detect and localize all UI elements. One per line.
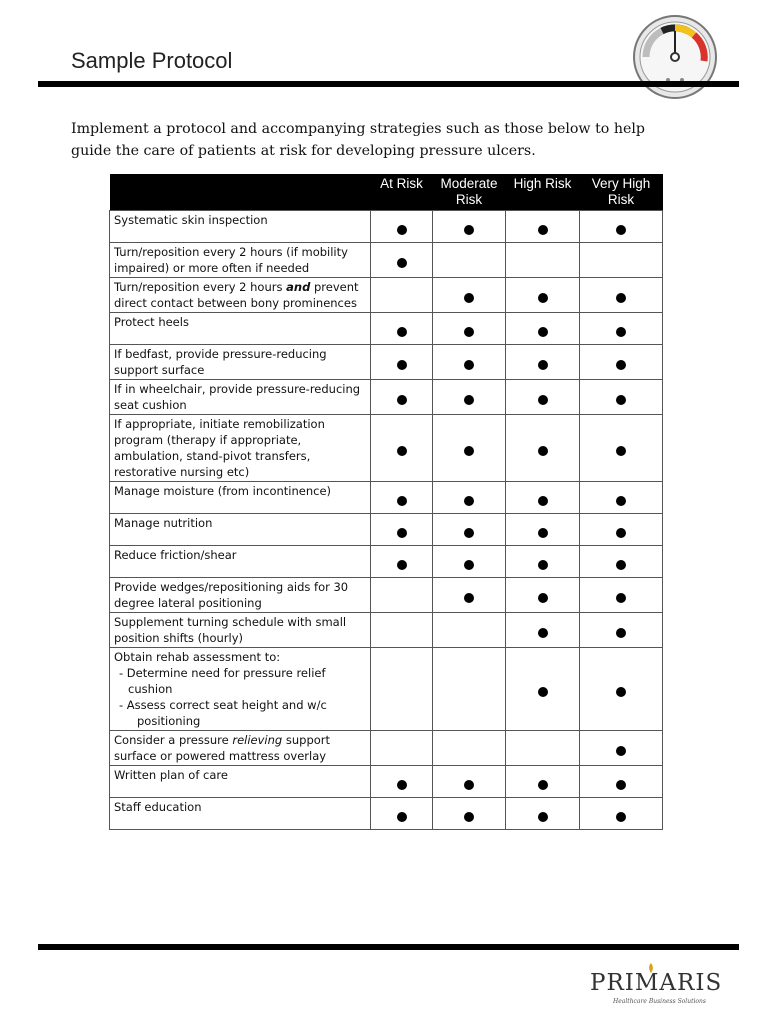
strategy-cell [110,546,371,578]
strategy-cell [110,798,371,830]
risk-mark-cell [506,380,580,415]
bullet-dot-icon [397,225,407,235]
bullet-dot-icon [616,593,626,603]
strategy-emphasis: and [286,280,311,294]
risk-mark-cell [506,243,580,278]
table-row [110,798,663,830]
risk-mark-cell [433,415,506,482]
risk-mark-cell [506,415,580,482]
risk-mark-cell [506,278,580,313]
bullet-dot-icon [464,593,474,603]
table-row [110,546,663,578]
protocol-table [109,174,663,830]
risk-mark-cell [371,766,433,798]
bullet-dot-icon [464,225,474,235]
strategy-text: Obtain rehab assessment to: [114,650,281,664]
bullet-dot-icon [616,560,626,570]
strategy-text: support surface or powered mattress overlay [114,733,331,763]
table-row [110,415,663,482]
bullet-dot-icon [464,360,474,370]
strategy-subitem: positioning [137,714,201,728]
table-row [110,766,663,798]
bullet-dot-icon [464,528,474,538]
risk-mark-cell [506,731,580,766]
risk-mark-cell [371,613,433,648]
bullet-dot-icon [397,528,407,538]
risk-mark-cell [433,380,506,415]
bullet-dot-icon [616,327,626,337]
risk-mark-cell [371,415,433,482]
header-at-risk: At Risk [371,174,433,211]
bullet-dot-icon [397,496,407,506]
bullet-dot-icon [616,225,626,235]
risk-mark-cell [506,546,580,578]
risk-mark-cell [580,514,663,546]
bullet-dot-icon [538,528,548,538]
risk-mark-cell [580,546,663,578]
bullet-dot-icon [397,327,407,337]
bullet-dot-icon [538,446,548,456]
strategy-text: Written plan of care [114,768,228,782]
risk-mark-cell [371,313,433,345]
bullet-dot-icon [538,687,548,697]
bullet-dot-icon [397,812,407,822]
bullet-dot-icon [616,446,626,456]
strategy-text: Turn/reposition every 2 hours [114,280,287,294]
table-row [110,514,663,546]
risk-mark-cell [580,211,663,243]
bullet-dot-icon [464,812,474,822]
risk-mark-cell [506,648,580,731]
bullet-dot-icon [616,395,626,405]
risk-mark-cell [433,546,506,578]
bullet-dot-icon [397,446,407,456]
logo-tagline: Healthcare Business Solutions [613,998,706,1005]
table-header-row [110,174,663,211]
strategy-text: Manage nutrition [114,516,213,530]
gauge-icon [632,14,718,100]
risk-mark-cell [433,798,506,830]
bullet-dot-icon [464,293,474,303]
table-row [110,648,663,731]
bullet-dot-icon [616,780,626,790]
bullet-dot-icon [616,687,626,697]
risk-mark-cell [433,613,506,648]
strategy-subitem: - Assess correct seat height and w/c [119,698,327,712]
strategy-cell [110,243,371,278]
strategy-text: Staff education [114,800,202,814]
risk-mark-cell [580,313,663,345]
header-moderate-risk: Moderate Risk [433,174,506,211]
risk-mark-cell [371,380,433,415]
bullet-dot-icon [616,293,626,303]
bullet-dot-icon [538,780,548,790]
risk-mark-cell [506,211,580,243]
risk-mark-cell [371,243,433,278]
risk-mark-cell [580,613,663,648]
strategy-text: prevent direct contact between bony prominences [114,280,359,310]
header-strategy [110,174,371,211]
strategy-emphasis: relieving [232,733,283,747]
bullet-dot-icon [538,360,548,370]
bullet-dot-icon [538,628,548,638]
risk-mark-cell [433,514,506,546]
header-very-high-risk: Very High Risk [580,174,663,211]
risk-mark-cell [506,766,580,798]
logo-name: PRIMARIS [590,970,723,996]
bullet-dot-icon [397,780,407,790]
bullet-dot-icon [538,293,548,303]
bullet-dot-icon [464,395,474,405]
risk-mark-cell [371,578,433,613]
strategy-text: Protect heels [114,315,189,329]
table-row [110,278,663,313]
table-row [110,731,663,766]
bullet-dot-icon [616,628,626,638]
bullet-dot-icon [397,395,407,405]
strategy-cell [110,380,371,415]
table-row [110,482,663,514]
risk-mark-cell [506,482,580,514]
strategy-cell [110,613,371,648]
risk-mark-cell [371,345,433,380]
risk-mark-cell [433,211,506,243]
risk-mark-cell [433,278,506,313]
table-row [110,613,663,648]
bullet-dot-icon [397,258,407,268]
strategy-cell [110,415,371,482]
strategy-cell [110,278,371,313]
risk-mark-cell [580,278,663,313]
bullet-dot-icon [397,560,407,570]
risk-mark-cell [433,766,506,798]
risk-mark-cell [580,345,663,380]
risk-mark-cell [371,514,433,546]
risk-mark-cell [580,731,663,766]
risk-mark-cell [433,648,506,731]
risk-mark-cell [580,243,663,278]
header-high-risk: High Risk [506,174,580,211]
risk-mark-cell [371,482,433,514]
bullet-dot-icon [616,496,626,506]
strategy-cell [110,482,371,514]
risk-mark-cell [433,578,506,613]
bullet-dot-icon [538,593,548,603]
risk-mark-cell [433,243,506,278]
risk-mark-cell [433,313,506,345]
risk-mark-cell [580,482,663,514]
bottom-divider [38,944,739,950]
risk-mark-cell [506,613,580,648]
bullet-dot-icon [464,496,474,506]
strategy-cell [110,211,371,243]
strategy-text: Reduce friction/shear [114,548,237,562]
table-row [110,345,663,380]
risk-mark-cell [506,313,580,345]
bullet-dot-icon [616,528,626,538]
bullet-dot-icon [538,225,548,235]
risk-mark-cell [371,731,433,766]
strategy-cell [110,731,371,766]
risk-mark-cell [580,798,663,830]
bullet-dot-icon [538,560,548,570]
page-title: Sample Protocol [71,48,233,73]
strategy-subitem: - Determine need for pressure relief cushion [119,666,326,696]
bullet-dot-icon [538,812,548,822]
table-row [110,243,663,278]
risk-mark-cell [580,578,663,613]
primaris-logo [590,962,740,1012]
risk-mark-cell [371,546,433,578]
strategy-text: Systematic skin inspection [114,213,268,227]
risk-mark-cell [506,514,580,546]
strategy-text: Turn/reposition every 2 hours (if mobility impaired) or more often if needed [114,245,348,275]
risk-mark-cell [580,766,663,798]
strategy-cell [110,345,371,380]
risk-mark-cell [506,578,580,613]
risk-mark-cell [371,798,433,830]
bullet-dot-icon [538,496,548,506]
risk-mark-cell [371,278,433,313]
table-row [110,380,663,415]
strategy-text: Manage moisture (from incontinence) [114,484,332,498]
intro-paragraph: Implement a protocol and accompanying strategies such as those below to help guide the care of patients at risk for developing pressure ulcers. [71,121,645,159]
bullet-dot-icon [464,446,474,456]
table-row [110,211,663,243]
strategy-cell [110,648,371,731]
table-row [110,578,663,613]
bullet-dot-icon [616,812,626,822]
strategy-text: If bedfast, provide pressure-reducing support surface [114,347,327,377]
strategy-text: If appropriate, initiate remobilization program (therapy if appropriate, ambulation, stand-pivot transfers, restorative nursing etc) [114,417,325,479]
strategy-cell [110,766,371,798]
bullet-dot-icon [464,780,474,790]
bullet-dot-icon [397,360,407,370]
risk-mark-cell [580,380,663,415]
bullet-dot-icon [464,560,474,570]
strategy-cell [110,514,371,546]
risk-mark-cell [433,731,506,766]
risk-mark-cell [580,415,663,482]
risk-mark-cell [433,482,506,514]
risk-mark-cell [371,211,433,243]
strategy-text: Supplement turning schedule with small position shifts (hourly) [114,615,347,645]
strategy-cell [110,578,371,613]
bullet-dot-icon [616,746,626,756]
strategy-text: Provide wedges/repositioning aids for 30 degree lateral positioning [114,580,349,610]
strategy-cell [110,313,371,345]
strategy-text: If in wheelchair, provide pressure-reducing seat cushion [114,382,361,412]
risk-mark-cell [506,345,580,380]
bullet-dot-icon [538,327,548,337]
strategy-text: Consider a pressure [114,733,233,747]
bullet-dot-icon [464,327,474,337]
risk-mark-cell [371,648,433,731]
bullet-dot-icon [538,395,548,405]
risk-mark-cell [580,648,663,731]
risk-mark-cell [433,345,506,380]
bullet-dot-icon [616,360,626,370]
top-divider [38,81,739,87]
risk-mark-cell [506,798,580,830]
table-row [110,313,663,345]
